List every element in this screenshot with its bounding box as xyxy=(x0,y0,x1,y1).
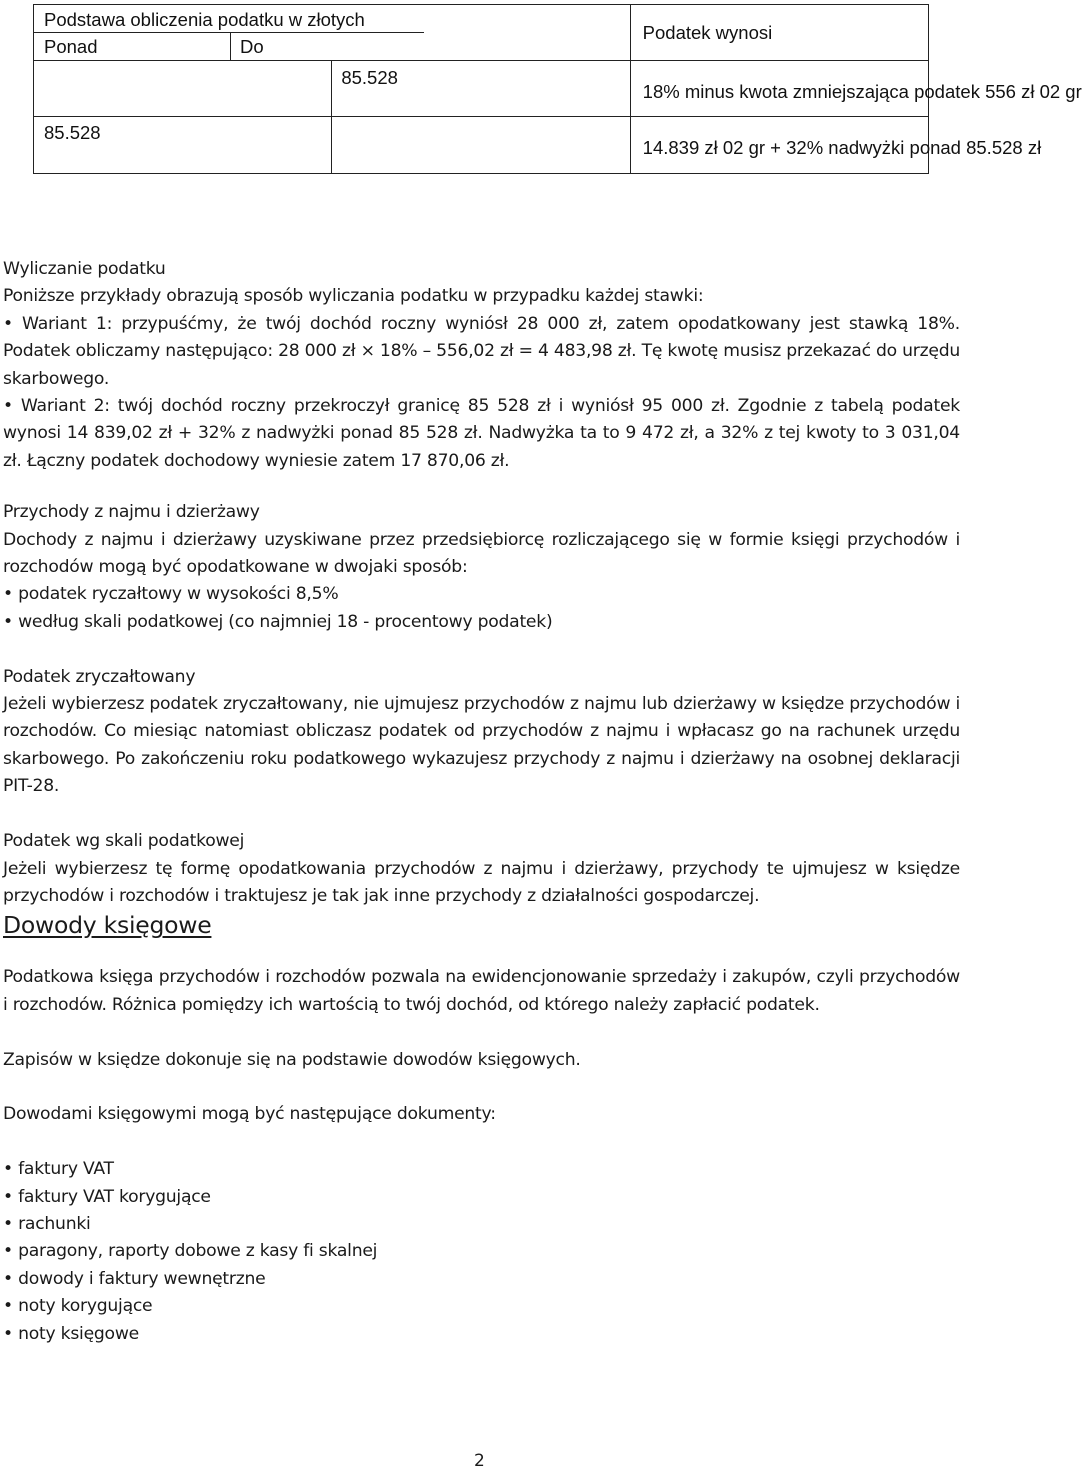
calc-intro: Poniższe przykłady obrazują sposób wyliczania podatku w przypadku każdej stawki: xyxy=(3,286,704,307)
rental-body: Dochody z najmu i dzierżawy uzyskiwane przez przedsiębiorcę rozliczającego się w formie księgi przychodów i rozchodów mogą być opodatkowane w dwojaki sposób: xyxy=(3,529,960,578)
row1-tax: 18% minus kwota zmniejszająca podatek 556 zł 02 gr xyxy=(642,81,1082,102)
table-header-basis: Podstawa obliczenia podatku w złotych xyxy=(44,9,365,30)
tax-brackets-table xyxy=(33,4,1082,174)
calc-variant-2: • Wariant 2: twój dochód roczny przekroczył granicę 85 528 zł i wyniósł 95 000 zł. Zgodnie z tabelą podatek wynosi 14 839,02 zł + 32% z nadwyżki ponad 85 528 zł. Nadwyżka ta to 9 472 zł, a 32% z tej kwoty to 3 031,04 zł. Łączny podatek dochodowy wyniesie zatem 17 870,06 zł. xyxy=(3,393,960,475)
table-cell xyxy=(332,61,630,117)
row1-to: 85.528 xyxy=(341,67,398,88)
section-heading-flat: Podatek zryczałtowany xyxy=(3,666,196,687)
flat-body: Jeżeli wybierzesz podatek zryczałtowany, nie ujmujesz przychodów z najmu lub dzierżawy w księdze przychodów i rozchodów. Co miesiąc natomiast obliczasz podatek od przychodów z najmu i wpłacasz go na rachunek urzędu skarbowego. Po zakończeniu roku podatkowego wykazujesz przychody z najmu i dzierżawy na osobnej deklaracji PIT-28. xyxy=(3,694,960,797)
list-item: • noty księgowe xyxy=(3,1321,960,1348)
documents-para-1: Podatkowa księga przychodów i rozchodów pozwala na ewidencjonowanie sprzedaży i zakupów, czyli przychodów i rozchodów. Różnica pomiędzy ich wartością to twój dochód, od którego należy zapłacić podatek. xyxy=(3,967,960,1015)
row2-from: 85.528 xyxy=(44,122,101,143)
calc-variant-1: • Wariant 1: przypuśćmy, że twój dochód roczny wyniósł 28 000 zł, zatem opodatkowany jest stawką 18%. Podatek obliczamy następująco: 28 000 zł × 18% – 556,02 zł = 4 483,98 zł. Tę kwotę musisz przekazać do urzędu skarbowego. xyxy=(3,311,960,393)
list-item: • paragony, raporty dobowe z kasy fi skalnej xyxy=(3,1238,960,1265)
documents-list xyxy=(3,1156,960,1348)
table-header-basis-cell xyxy=(34,5,631,61)
row2-tax: 14.839 zł 02 gr + 32% nadwyżki ponad 85.528 zł xyxy=(642,137,1042,158)
list-item: • noty korygujące xyxy=(3,1293,960,1320)
table-row xyxy=(34,61,929,117)
page-number: 2 xyxy=(474,1451,485,1471)
document-body xyxy=(3,256,960,1348)
table-header-tax: Podatek wynosi xyxy=(642,22,773,43)
section-heading-rental: Przychody z najmu i dzierżawy xyxy=(3,502,260,523)
documents-para-3: Dowodami księgowymi mogą być następujące dokumenty: xyxy=(3,1104,496,1125)
table-header-from: Ponad xyxy=(44,36,98,57)
section-heading-documents: Dowody księgowe xyxy=(3,911,212,940)
table-cell xyxy=(630,117,1042,174)
list-item: • faktury VAT korygujące xyxy=(3,1184,960,1211)
list-item: • faktury VAT xyxy=(3,1156,960,1183)
section-heading-scale: Podatek wg skali podatkowej xyxy=(3,831,245,852)
table-cell xyxy=(630,61,1082,117)
table-header-to: Do xyxy=(240,36,264,57)
table-header-tax-cell xyxy=(630,5,928,61)
table-cell xyxy=(34,117,332,174)
list-item: • dowody i faktury wewnętrzne xyxy=(3,1266,960,1293)
table-divider xyxy=(230,32,231,61)
table-row xyxy=(34,117,929,174)
documents-para-2: Zapisów w księdze dokonuje się na podstawie dowodów księgowych. xyxy=(3,1049,581,1070)
scale-body: Jeżeli wybierzesz tę formę opodatkowania przychodów z najmu i dzierżawy, przychody te ujmujesz w księdze przychodów i rozchodów i traktujesz je tak jak inne przychody z działalności gospodarczej. xyxy=(3,858,960,906)
section-heading-calc: Wyliczanie podatku xyxy=(3,259,166,279)
table-cell xyxy=(34,61,332,117)
list-item: • według skali podatkowej (co najmniej 18 - procentowy podatek) xyxy=(3,609,960,636)
table-divider xyxy=(34,32,424,33)
table-cell xyxy=(332,117,630,174)
list-item: • podatek ryczałtowy w wysokości 8,5% xyxy=(3,581,960,608)
list-item: • rachunki xyxy=(3,1211,960,1238)
